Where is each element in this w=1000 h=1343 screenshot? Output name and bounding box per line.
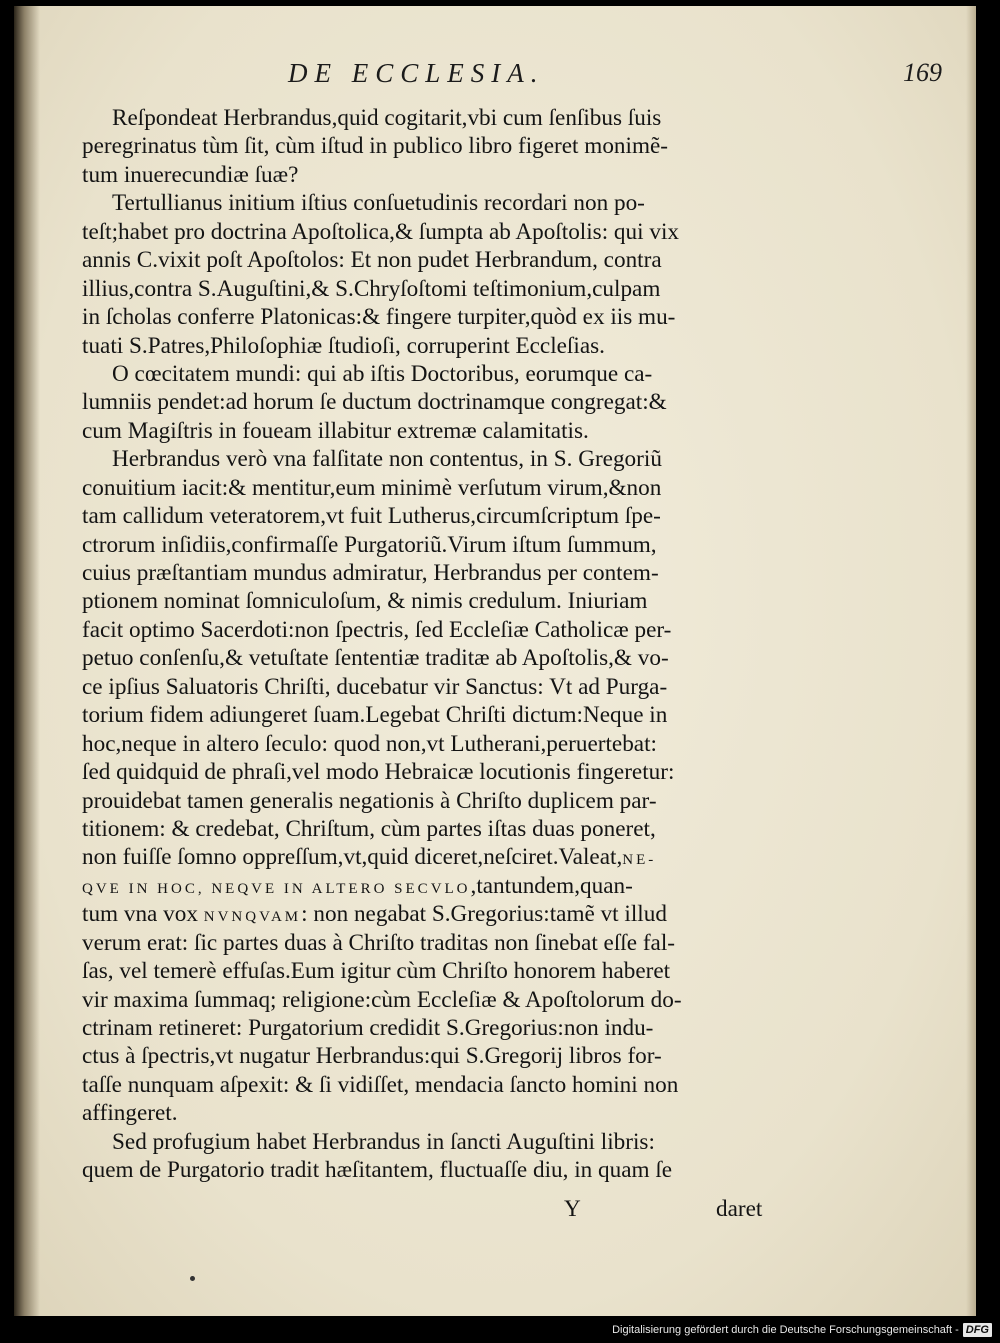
text-line: titionem: & credebat, Chriſtum, cùm partes iſtas duas poneret, <box>82 815 656 842</box>
text-line: ce ipſius Saluatoris Chriſti, ducebatur vir Sanctus: Vt ad Purga- <box>82 673 668 700</box>
text-line: ptionem nominat ſomniculoſum, & nimis credulum. Iniuriam <box>82 588 648 615</box>
text-line: ctus à ſpectris,vt nugatur Herbrandus:qui S.Gregorij libros for- <box>82 1043 662 1070</box>
text-line: prouidebat tamen generalis negationis à Chriſto duplicem par- <box>82 787 657 814</box>
smallcaps-run: NVNQVAM <box>203 909 302 926</box>
text-line: conuitium iacit:& mentitur,eum minimè verſutum virum,&non <box>82 474 662 501</box>
text-line: petuo conſenſu,& vetuſtate ſententiæ traditæ ab Apoſtolis,& vo- <box>82 645 669 672</box>
text-line: teſt;habet pro doctrina Apoſtolica,& ſumpta ab Apoſtolis: qui vix <box>82 218 679 245</box>
page-number: 169 <box>903 58 942 87</box>
signature-mark: Y <box>564 1196 581 1222</box>
page-header <box>74 58 964 98</box>
text-line: ctrorum inſidiis,confirmaſſe Purgatoriũ.Virum iſtum ſummum, <box>82 531 657 558</box>
text-line: quem de Purgatorio tradit hæſitantem, fluctuaſſe diu, in quam ſe <box>82 1157 673 1184</box>
text-line: ctrinam retineret: Purgatorium credidit S.Gregorius:non indu- <box>82 1015 654 1041</box>
smallcaps-run: NE- <box>622 852 657 869</box>
text-line: torium fidem adiungeret ſuam.Legebat Chriſti dictum:Neque in <box>82 702 668 729</box>
text-line <box>82 843 782 871</box>
dfg-logo-icon: DFG <box>963 1323 992 1337</box>
text-line: taſſe nunquam aſpexit: & ſi vidiſſet, mendacia ſancto homini non <box>82 1071 679 1098</box>
funding-credit: Digitalisierung gefördert durch die Deutsche Forschungsgemeinschaft - <box>612 1324 959 1336</box>
text-run: : non negabat S.Gregorius:tamẽ vt illud <box>301 901 667 928</box>
text-line: affingeret. <box>82 1100 178 1127</box>
text-line: cum Magiſtris in foueam illabitur extremæ calamitatis. <box>82 417 589 444</box>
text-line: vir maxima ſummaq; religione:cùm Eccleſiæ & Apoſtolorum do- <box>82 986 682 1013</box>
text-line: verum erat: ſic partes duas à Chriſto traditas non ſinebat eſſe fal- <box>82 929 676 956</box>
text-line: tam callidum veteratorem,vt fuit Lutherus,circumſcriptum ſpe- <box>82 503 661 530</box>
page-edge <box>966 6 976 1316</box>
digitization-footer <box>612 1319 992 1341</box>
text-line: hoc,neque in altero ſeculo: quod non,vt Lutherani,peruertebat: <box>82 730 657 757</box>
text-line: facit optimo Sacerdoti:non ſpectris, ſed Eccleſiæ Catholicæ per- <box>82 616 672 643</box>
text-line: lumniis pendet:ad horum ſe ductum doctrinamque congregat:& <box>82 389 667 416</box>
text-line: peregrinatus tùm ſit, cùm iſtud in publico libro figeret monimẽ- <box>82 133 669 160</box>
text-line: annis C.vixit poſt Apoſtolos: Et non pudet Herbrandum, contra <box>82 247 662 274</box>
text-line: illius,contra S.Auguſtini,& S.Chryſoſtomi teſtimonium,culpam <box>82 275 661 302</box>
page-gutter-shadow <box>14 6 40 1316</box>
text-line: Sed profugium habet Herbrandus in ſancti Auguſtini libris: <box>112 1128 655 1155</box>
text-line: Reſpondeat Herbrandus,quid cogitarit,vbi cum ſenſibus ſuis <box>112 105 662 131</box>
smallcaps-run: QVE IN HOC, NEQVE IN ALTERO SECVLO <box>82 880 471 897</box>
text-run: tum vna vox <box>82 901 198 928</box>
text-run: ,tantundem,quan- <box>470 872 633 899</box>
text-line: ſas, vel temerè effuſas.Eum igitur cùm Chriſto honorem haberet <box>82 958 671 985</box>
text-line <box>82 900 782 928</box>
body-text <box>82 104 782 1185</box>
catchword: daret <box>716 1196 763 1222</box>
text-line: in ſcholas conferre Platonicas:& fingere turpiter,quòd ex iis mu- <box>82 304 676 331</box>
book-page <box>14 6 976 1316</box>
text-line: cuius præſtantiam mundus admiratur, Herbrandus per contem- <box>82 560 659 586</box>
text-line: O cœcitatem mundi: qui ab iſtis Doctoribus, eorumque ca- <box>112 360 653 387</box>
text-run: non fuiſſe ſomno oppreſſum,vt,quid diceret,neſciret.Valeat, <box>82 844 623 871</box>
running-title: DE ECCLESIA. <box>288 58 545 88</box>
text-line: tum inuerecundiæ ſuæ? <box>82 161 299 188</box>
text-line: Tertullianus initium iſtius conſuetudinis recordari non po- <box>112 190 645 217</box>
catchline <box>82 1196 782 1226</box>
text-line: Herbrandus verò vna falſitate non contentus, in S. Gregoriũ <box>112 446 662 473</box>
text-line: tuati S.Patres,Philoſophiæ ſtudioſi, corruperint Eccleſias. <box>82 332 605 359</box>
text-line: ſed quidquid de phraſi,vel modo Hebraicæ locutionis fingeretur: <box>82 759 675 786</box>
paper-speck <box>190 1276 195 1281</box>
text-line <box>82 872 782 900</box>
